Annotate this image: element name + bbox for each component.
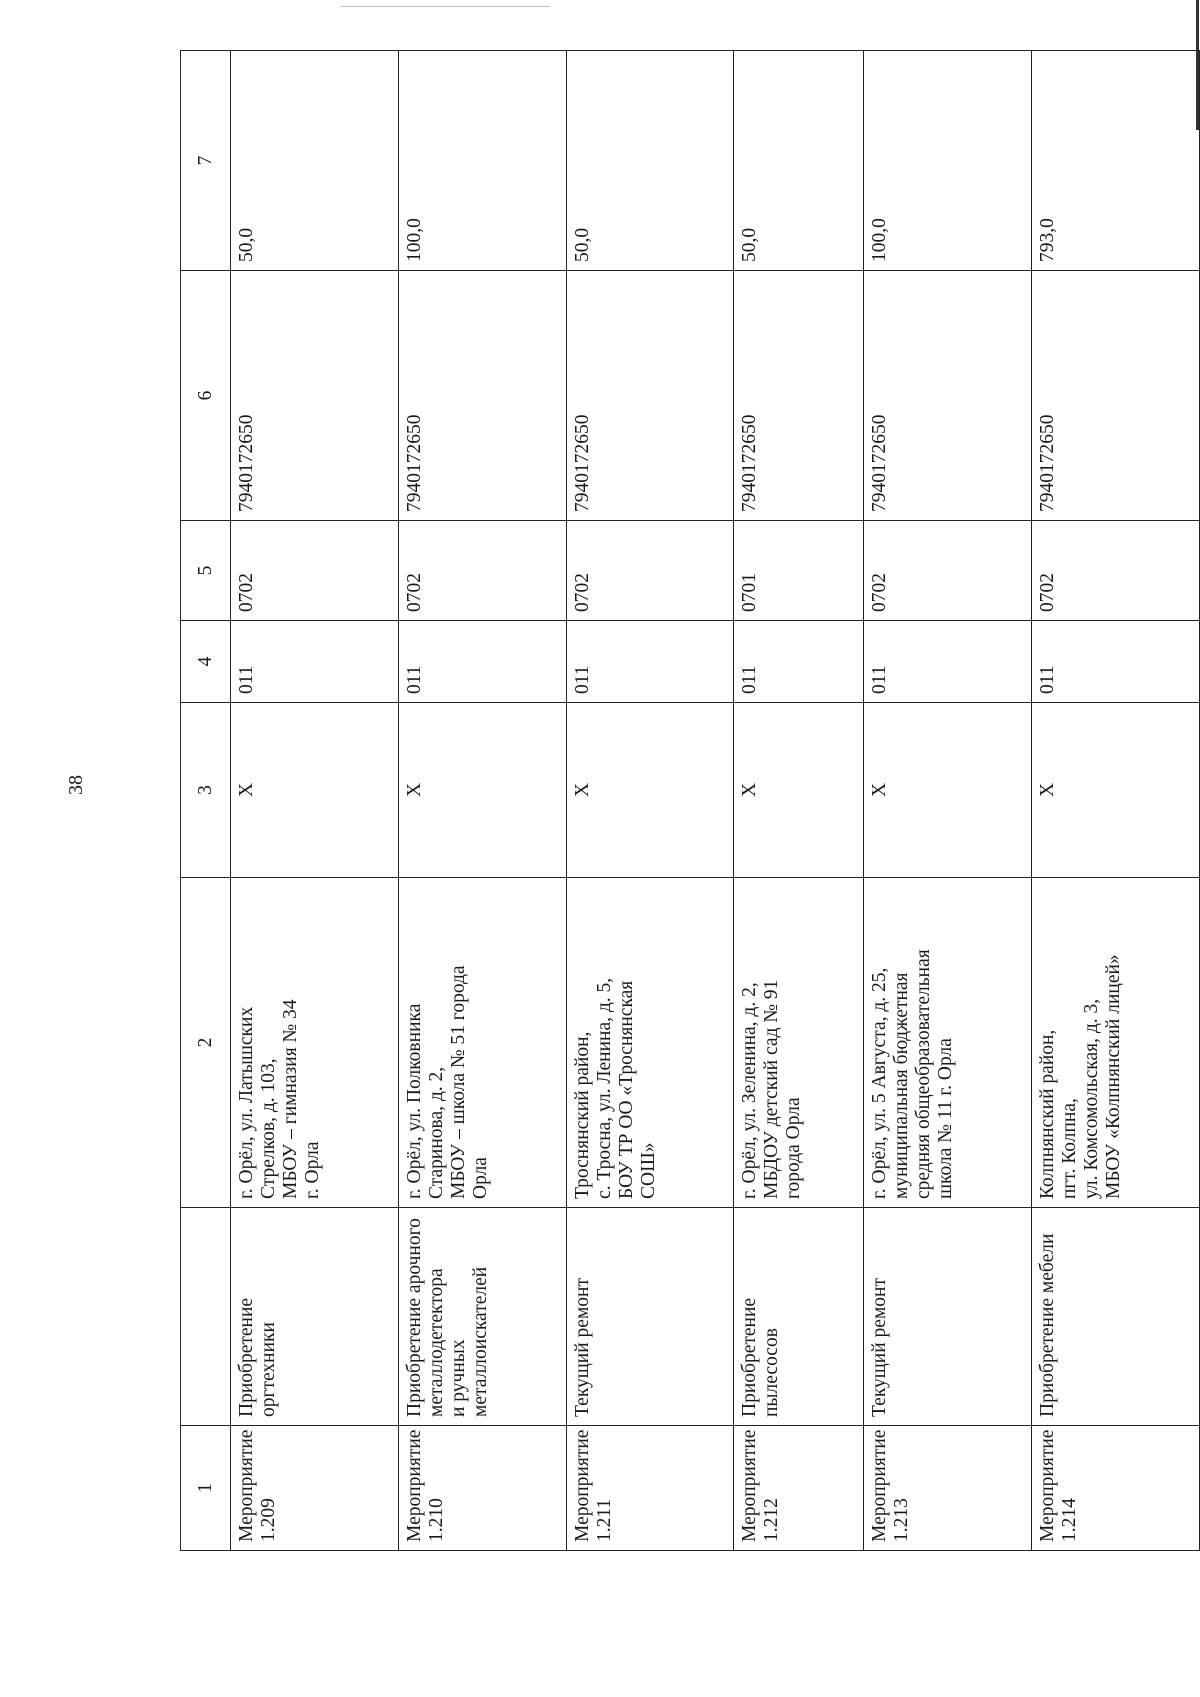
amount-cell-text: 100,0 bbox=[403, 218, 425, 262]
section-cell-text: 0701 bbox=[739, 573, 761, 612]
address-cell-text: г. Орёл, ул. 5 Августа, д. 25, муниципальная бюджетная средняя общеобразовательная школа № 11 г. Орла bbox=[869, 949, 957, 1199]
scan-artifact-line bbox=[340, 6, 550, 7]
col-header-3: 3 bbox=[181, 703, 231, 878]
section-cell bbox=[231, 521, 399, 621]
section-cell bbox=[864, 521, 1032, 621]
address-cell-text: Колпнянский район, пгт. Колпна, ул. Комсомольская, д. 3, МБОУ «Колпнянский лицей» bbox=[1037, 954, 1125, 1199]
amount-cell bbox=[864, 51, 1032, 271]
amount-cell-text: 50,0 bbox=[236, 227, 257, 262]
code-cell bbox=[1032, 621, 1200, 703]
target-article-cell bbox=[566, 271, 734, 521]
code-cell-text: 011 bbox=[236, 665, 257, 694]
address-cell bbox=[1032, 878, 1200, 1208]
amount-cell bbox=[1032, 51, 1200, 271]
address-cell-text: г. Орёл, ул. Латышских Стрелков, д. 103, МБОУ – гимназия № 34 г. Орла bbox=[236, 999, 323, 1199]
action-cell-text: Приобретение мебели bbox=[1037, 1233, 1059, 1417]
target-article-cell bbox=[398, 271, 566, 521]
action-cell-text: Текущий ремонт bbox=[571, 1278, 593, 1417]
event-cell bbox=[566, 1426, 734, 1551]
col3-cell bbox=[566, 703, 734, 878]
event-cell-text: Мероприятие 1.212 bbox=[739, 1429, 783, 1542]
col3-cell bbox=[864, 703, 1032, 878]
section-cell bbox=[566, 521, 734, 621]
action-cell-text: Приобретение пылесосов bbox=[739, 1297, 783, 1417]
event-cell bbox=[734, 1426, 864, 1551]
amount-cell-text: 50,0 bbox=[739, 227, 761, 262]
section-cell-text: 0702 bbox=[571, 573, 593, 612]
col3-cell bbox=[398, 703, 566, 878]
col-header-blank bbox=[181, 1208, 231, 1426]
table-row bbox=[231, 51, 399, 1551]
target-article-cell bbox=[231, 271, 399, 521]
col3-cell-text: Х bbox=[236, 782, 257, 798]
target-article-cell bbox=[734, 271, 864, 521]
action-cell-text: Текущий ремонт bbox=[869, 1278, 891, 1417]
target-article-cell-text: 7940172650 bbox=[403, 414, 425, 512]
col-header-1: 1 bbox=[181, 1426, 231, 1551]
address-cell-text: г. Орёл, ул. Полковника Старинова, д. 2, МБОУ – школа № 51 города Орла bbox=[403, 965, 491, 1199]
amount-cell bbox=[734, 51, 864, 271]
event-cell bbox=[1032, 1426, 1200, 1551]
code-cell bbox=[231, 621, 399, 703]
table-body bbox=[231, 51, 1200, 1551]
event-cell bbox=[231, 1426, 399, 1551]
code-cell bbox=[398, 621, 566, 703]
col-header-6: 6 bbox=[181, 271, 231, 521]
target-article-cell bbox=[1032, 271, 1200, 521]
col3-cell bbox=[231, 703, 399, 878]
code-cell bbox=[566, 621, 734, 703]
code-cell-text: 011 bbox=[403, 665, 425, 694]
col3-cell-text: Х bbox=[739, 782, 761, 798]
amount-cell-text: 50,0 bbox=[571, 227, 593, 262]
code-cell-text: 011 bbox=[869, 665, 891, 694]
target-article-cell-text: 7940172650 bbox=[739, 414, 761, 512]
amount-cell bbox=[231, 51, 399, 271]
col3-cell-text: Х bbox=[571, 782, 593, 798]
col3-cell-text: Х bbox=[403, 782, 425, 798]
col-header-4: 4 bbox=[181, 621, 231, 703]
section-cell-text: 0702 bbox=[1037, 573, 1059, 612]
action-cell bbox=[566, 1208, 734, 1426]
section-cell-text: 0702 bbox=[869, 573, 891, 612]
amount-cell bbox=[566, 51, 734, 271]
section-cell-text: 0702 bbox=[403, 573, 425, 612]
section-cell bbox=[734, 521, 864, 621]
col3-cell-text: Х bbox=[1037, 782, 1059, 798]
code-cell bbox=[734, 621, 864, 703]
action-cell bbox=[864, 1208, 1032, 1426]
event-cell-text: Мероприятие 1.213 bbox=[869, 1429, 913, 1542]
table-row bbox=[864, 51, 1032, 1551]
code-cell-text: 011 bbox=[739, 665, 761, 694]
amount-cell-text: 100,0 bbox=[869, 218, 891, 262]
table-row bbox=[734, 51, 864, 1551]
col3-cell bbox=[734, 703, 864, 878]
section-cell bbox=[1032, 521, 1200, 621]
action-cell bbox=[231, 1208, 399, 1426]
table-row bbox=[566, 51, 734, 1551]
address-cell-text: Троснянский район, с. Тросна, ул. Ленина, д. 5, БОУ ТР ОО «Троснянская СОШ» bbox=[571, 977, 659, 1199]
address-cell bbox=[734, 878, 864, 1208]
section-cell-text: 0702 bbox=[236, 573, 257, 612]
event-cell-text: Мероприятие 1.210 bbox=[403, 1429, 447, 1542]
target-article-cell bbox=[864, 271, 1032, 521]
header-row bbox=[181, 51, 231, 1551]
address-cell bbox=[566, 878, 734, 1208]
target-article-cell-text: 7940172650 bbox=[571, 414, 593, 512]
address-cell bbox=[231, 878, 399, 1208]
address-cell bbox=[398, 878, 566, 1208]
target-article-cell-text: 7940172650 bbox=[869, 414, 891, 512]
col-header-5: 5 bbox=[181, 521, 231, 621]
address-cell-text: г. Орёл, ул. Зеленина, д. 2, МБДОУ детский сад № 91 города Орла bbox=[739, 979, 805, 1199]
col-header-7: 7 bbox=[181, 51, 231, 271]
event-cell-text: Мероприятие 1.214 bbox=[1037, 1429, 1081, 1542]
action-cell-text: Приобретение арочного металлодетектора и ручных металлоискателей bbox=[403, 1218, 491, 1417]
col3-cell-text: Х bbox=[869, 782, 891, 798]
action-cell bbox=[734, 1208, 864, 1426]
code-cell-text: 011 bbox=[571, 665, 593, 694]
action-cell bbox=[398, 1208, 566, 1426]
code-cell bbox=[864, 621, 1032, 703]
table-row bbox=[1032, 51, 1200, 1551]
action-cell bbox=[1032, 1208, 1200, 1426]
amount-cell bbox=[398, 51, 566, 271]
event-cell bbox=[398, 1426, 566, 1551]
target-article-cell-text: 7940172650 bbox=[1037, 414, 1059, 512]
address-cell bbox=[864, 878, 1032, 1208]
section-cell bbox=[398, 521, 566, 621]
event-cell bbox=[864, 1426, 1032, 1551]
col3-cell bbox=[1032, 703, 1200, 878]
page-number: 38 bbox=[65, 775, 87, 795]
event-cell-text: Мероприятие 1.209 bbox=[236, 1429, 279, 1542]
col-header-2: 2 bbox=[181, 878, 231, 1208]
budget-table bbox=[180, 50, 1200, 1551]
amount-cell-text: 793,0 bbox=[1037, 218, 1059, 262]
table-row bbox=[398, 51, 566, 1551]
event-cell-text: Мероприятие 1.211 bbox=[571, 1429, 615, 1542]
code-cell-text: 011 bbox=[1037, 665, 1059, 694]
action-cell-text: Приобретение оргтехники bbox=[236, 1297, 279, 1417]
target-article-cell-text: 7940172650 bbox=[236, 414, 257, 512]
rotated-table-container bbox=[180, 51, 1200, 1551]
